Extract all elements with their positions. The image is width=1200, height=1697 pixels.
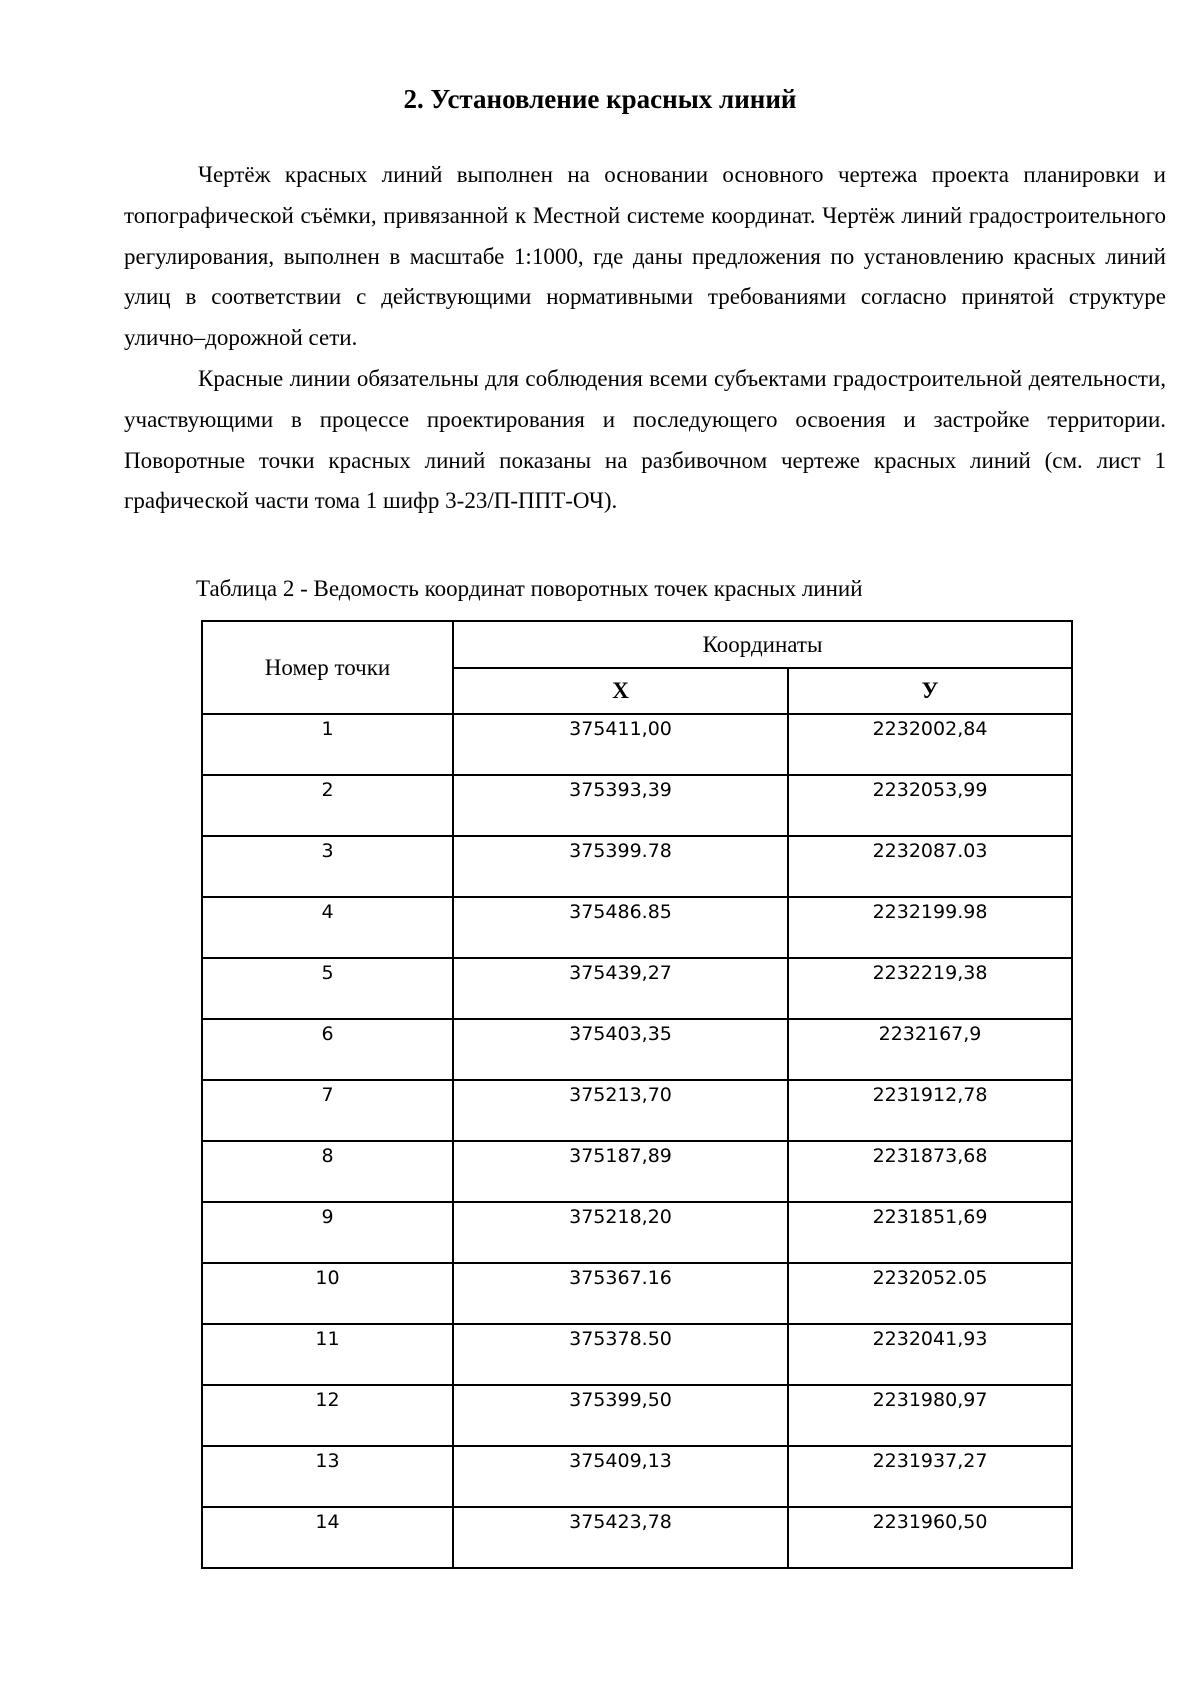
point-number-cell: 8: [202, 1141, 453, 1202]
header-y: У: [788, 668, 1072, 714]
x-coordinate-cell: 375399,50: [453, 1385, 788, 1446]
table-header-row: [202, 621, 1072, 668]
point-number-cell: 14: [202, 1507, 453, 1568]
table-row: [202, 836, 1072, 897]
x-coordinate-cell: 375411,00: [453, 714, 788, 775]
x-coordinate-cell: 375213,70: [453, 1080, 788, 1141]
table-row: [202, 775, 1072, 836]
x-coordinate-cell: 375399.78: [453, 836, 788, 897]
y-coordinate-cell: 2232041,93: [788, 1324, 1072, 1385]
x-coordinate-cell: 375187,89: [453, 1141, 788, 1202]
x-coordinate-cell: 375486.85: [453, 897, 788, 958]
y-coordinate-cell: 2232087.03: [788, 836, 1072, 897]
y-coordinate-cell: 2232219,38: [788, 958, 1072, 1019]
body-text: [124, 155, 1166, 522]
point-number-cell: 2: [202, 775, 453, 836]
table-row: [202, 1263, 1072, 1324]
y-coordinate-cell: 2232167,9: [788, 1019, 1072, 1080]
table-row: [202, 1080, 1072, 1141]
point-number-cell: 10: [202, 1263, 453, 1324]
x-coordinate-cell: 375378.50: [453, 1324, 788, 1385]
coordinates-table: [201, 620, 1073, 1569]
y-coordinate-cell: 2232052.05: [788, 1263, 1072, 1324]
point-number-cell: 13: [202, 1446, 453, 1507]
point-number-cell: 11: [202, 1324, 453, 1385]
table-row: [202, 1324, 1072, 1385]
x-coordinate-cell: 375393,39: [453, 775, 788, 836]
x-coordinate-cell: 375367.16: [453, 1263, 788, 1324]
x-coordinate-cell: 375423,78: [453, 1507, 788, 1568]
y-coordinate-cell: 2231873,68: [788, 1141, 1072, 1202]
point-number-cell: 3: [202, 836, 453, 897]
paragraph: Красные линии обязательны для соблюдения всеми субъектами градостроительной деятельности, участвующими в процессе проектирования и последующего освоения и застройке территории. Поворотные точки красных линий показаны на разбивочном чертеже красных линий (см. лист 1 графической части тома 1 шифр 3-23/П-ППТ-ОЧ).: [124, 365, 1166, 514]
header-x: Х: [453, 668, 788, 714]
header-coordinates: Координаты: [453, 621, 1072, 668]
table-row: [202, 1507, 1072, 1568]
x-coordinate-cell: 375409,13: [453, 1446, 788, 1507]
point-number-cell: 7: [202, 1080, 453, 1141]
paragraph: Чертёж красных линий выполнен на основании основного чертежа проекта планировки и топографической съёмки, привязанной к Местной системе координат. Чертёж линий градостроительного регулирования, выполнен в масштабе 1:1000, где даны предложения по установлению красных линий улиц в соответствии с действующими нормативными требованиями согласно принятой структуре улично–дорожной сети.: [124, 162, 1166, 351]
x-coordinate-cell: 375439,27: [453, 958, 788, 1019]
y-coordinate-cell: 2231980,97: [788, 1385, 1072, 1446]
table-caption: Таблица 2 - Ведомость координат поворотных точек красных линий: [196, 576, 863, 601]
table-row: [202, 1446, 1072, 1507]
table-row: [202, 714, 1072, 775]
section-heading: 2. Установление красных линий: [403, 84, 797, 114]
x-coordinate-cell: 375218,20: [453, 1202, 788, 1263]
table-row: [202, 958, 1072, 1019]
table-row: [202, 897, 1072, 958]
y-coordinate-cell: 2232002,84: [788, 714, 1072, 775]
table-body: [202, 714, 1072, 1568]
point-number-cell: 4: [202, 897, 453, 958]
point-number-cell: 9: [202, 1202, 453, 1263]
y-coordinate-cell: 2232199.98: [788, 897, 1072, 958]
table-row: [202, 1019, 1072, 1080]
y-coordinate-cell: 2231912,78: [788, 1080, 1072, 1141]
point-number-cell: 5: [202, 958, 453, 1019]
header-point-number: Номер точки: [202, 621, 453, 714]
point-number-cell: 12: [202, 1385, 453, 1446]
point-number-cell: 6: [202, 1019, 453, 1080]
x-coordinate-cell: 375403,35: [453, 1019, 788, 1080]
point-number-cell: 1: [202, 714, 453, 775]
y-coordinate-cell: 2232053,99: [788, 775, 1072, 836]
y-coordinate-cell: 2231960,50: [788, 1507, 1072, 1568]
table-row: [202, 1141, 1072, 1202]
table-row: [202, 1202, 1072, 1263]
table-row: [202, 1385, 1072, 1446]
y-coordinate-cell: 2231851,69: [788, 1202, 1072, 1263]
y-coordinate-cell: 2231937,27: [788, 1446, 1072, 1507]
